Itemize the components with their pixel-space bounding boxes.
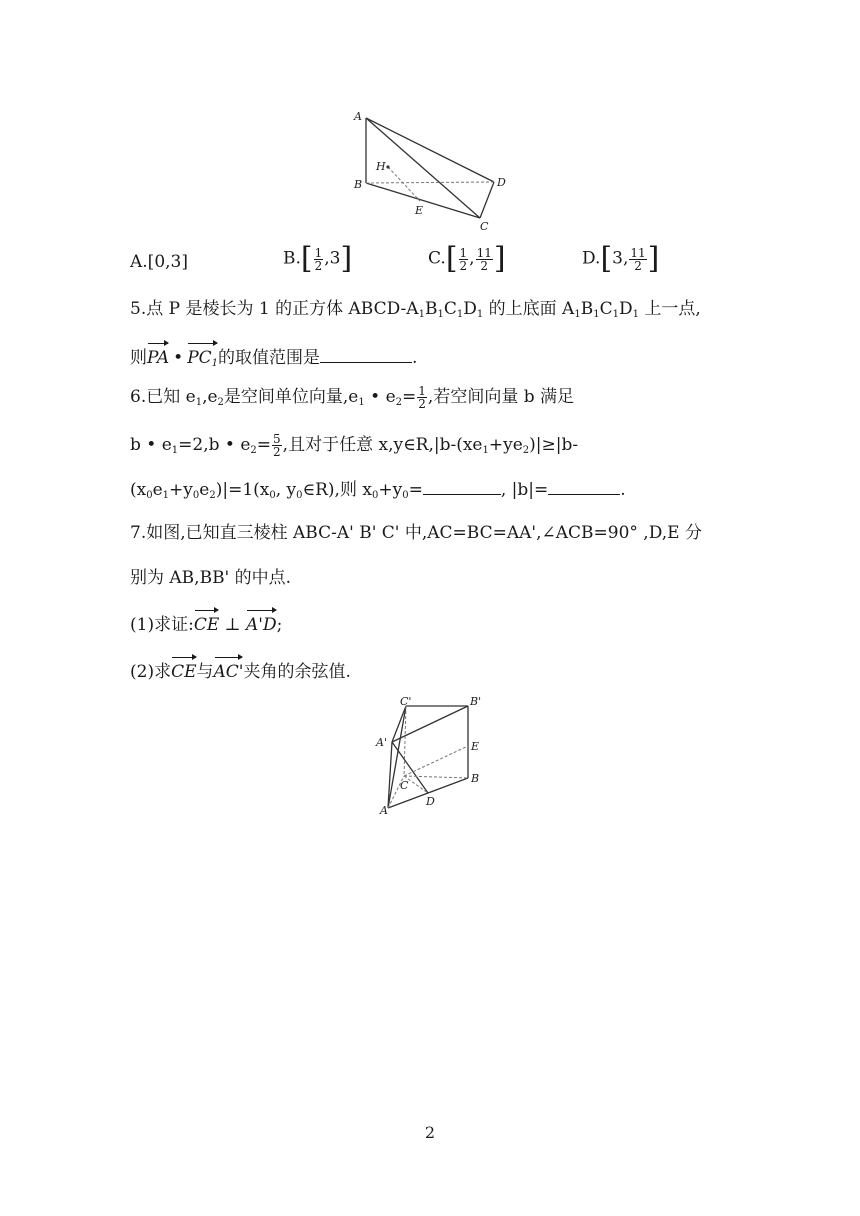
label-b: B — [354, 178, 363, 191]
q7-part-2: (2)求CE与AC'夹角的余弦值. — [130, 655, 351, 685]
label-a: A — [380, 804, 388, 817]
q6-line-3: $(x_0e_1+y_0e_2)|=1(x_0$, $y_0\in R$),则 $x_0+y_0=$ , |b|= . — [130, 480, 626, 501]
label-a: A — [354, 110, 362, 123]
label-c: C — [400, 779, 409, 792]
label-c: C — [480, 220, 489, 233]
segment-c-e — [404, 746, 468, 776]
q5-line-1: 5.点 P 是棱长为 1 的正方体 ABCD-$A_1B_1C_1D_1$ 的上底面 $A_1B_1C_1D_1$ 上一点, — [130, 299, 701, 320]
figure-prism — [372, 694, 500, 820]
page-number: 2 — [424, 1123, 436, 1142]
label-d: D — [497, 176, 506, 189]
point-h — [386, 165, 389, 168]
edge-c-b — [404, 776, 468, 778]
option-c: C.[ $\frac{1}{2}$ , $\frac{11}{2}$ ] — [428, 241, 506, 276]
label-h: H — [376, 160, 386, 173]
q7-line-2: 别为 AB,BB' 的中点. — [130, 568, 292, 588]
segment-he — [388, 167, 420, 201]
answer-blank[interactable] — [320, 346, 412, 363]
figure-tetrahedron — [346, 106, 516, 234]
label-b-prime: B' — [470, 695, 482, 708]
q6-line-2: b • $e_1=2,b$ • $e_2=$ $\frac{5}{2}$ ,且对于任意 $x,y\in R,|b-(xe_1+ye_2)|\ge|b-$ — [130, 432, 579, 459]
label-d: D — [426, 795, 435, 808]
q7-part-1: (1)求证:CE ⊥ A'D; — [130, 608, 282, 638]
label-e: E — [471, 740, 480, 753]
label-b: B — [471, 772, 480, 785]
option-d: D.[3, $\frac{11}{2}$ ] — [582, 241, 660, 276]
edge-dc — [480, 182, 494, 218]
q7-line-1: 7.如图,已知直三棱柱 ABC-A' B' C' 中,AC=BC=AA',∠ACB=90° ,D,E 分 — [130, 523, 702, 543]
option-a: A.[0,3] — [130, 252, 188, 272]
edge-bd — [366, 182, 494, 183]
label-a-prime: A' — [376, 736, 387, 749]
q5-line-2: 则PA • $PC_1$的取值范围是 . — [130, 341, 417, 377]
q6-line-1: 6.已知 $e_1,e_2$是空间单位向量$,e_1$ • $e_2=$ $\frac{1}{2}$ ,若空间向量 b 满足 — [130, 384, 575, 411]
option-b: B.[ $\frac{1}{2}$ ,3] — [283, 241, 353, 276]
answer-blank-1[interactable] — [423, 478, 501, 495]
label-c-prime: C' — [400, 695, 412, 708]
answer-blank-2[interactable] — [548, 478, 620, 495]
label-e: E — [415, 204, 424, 217]
